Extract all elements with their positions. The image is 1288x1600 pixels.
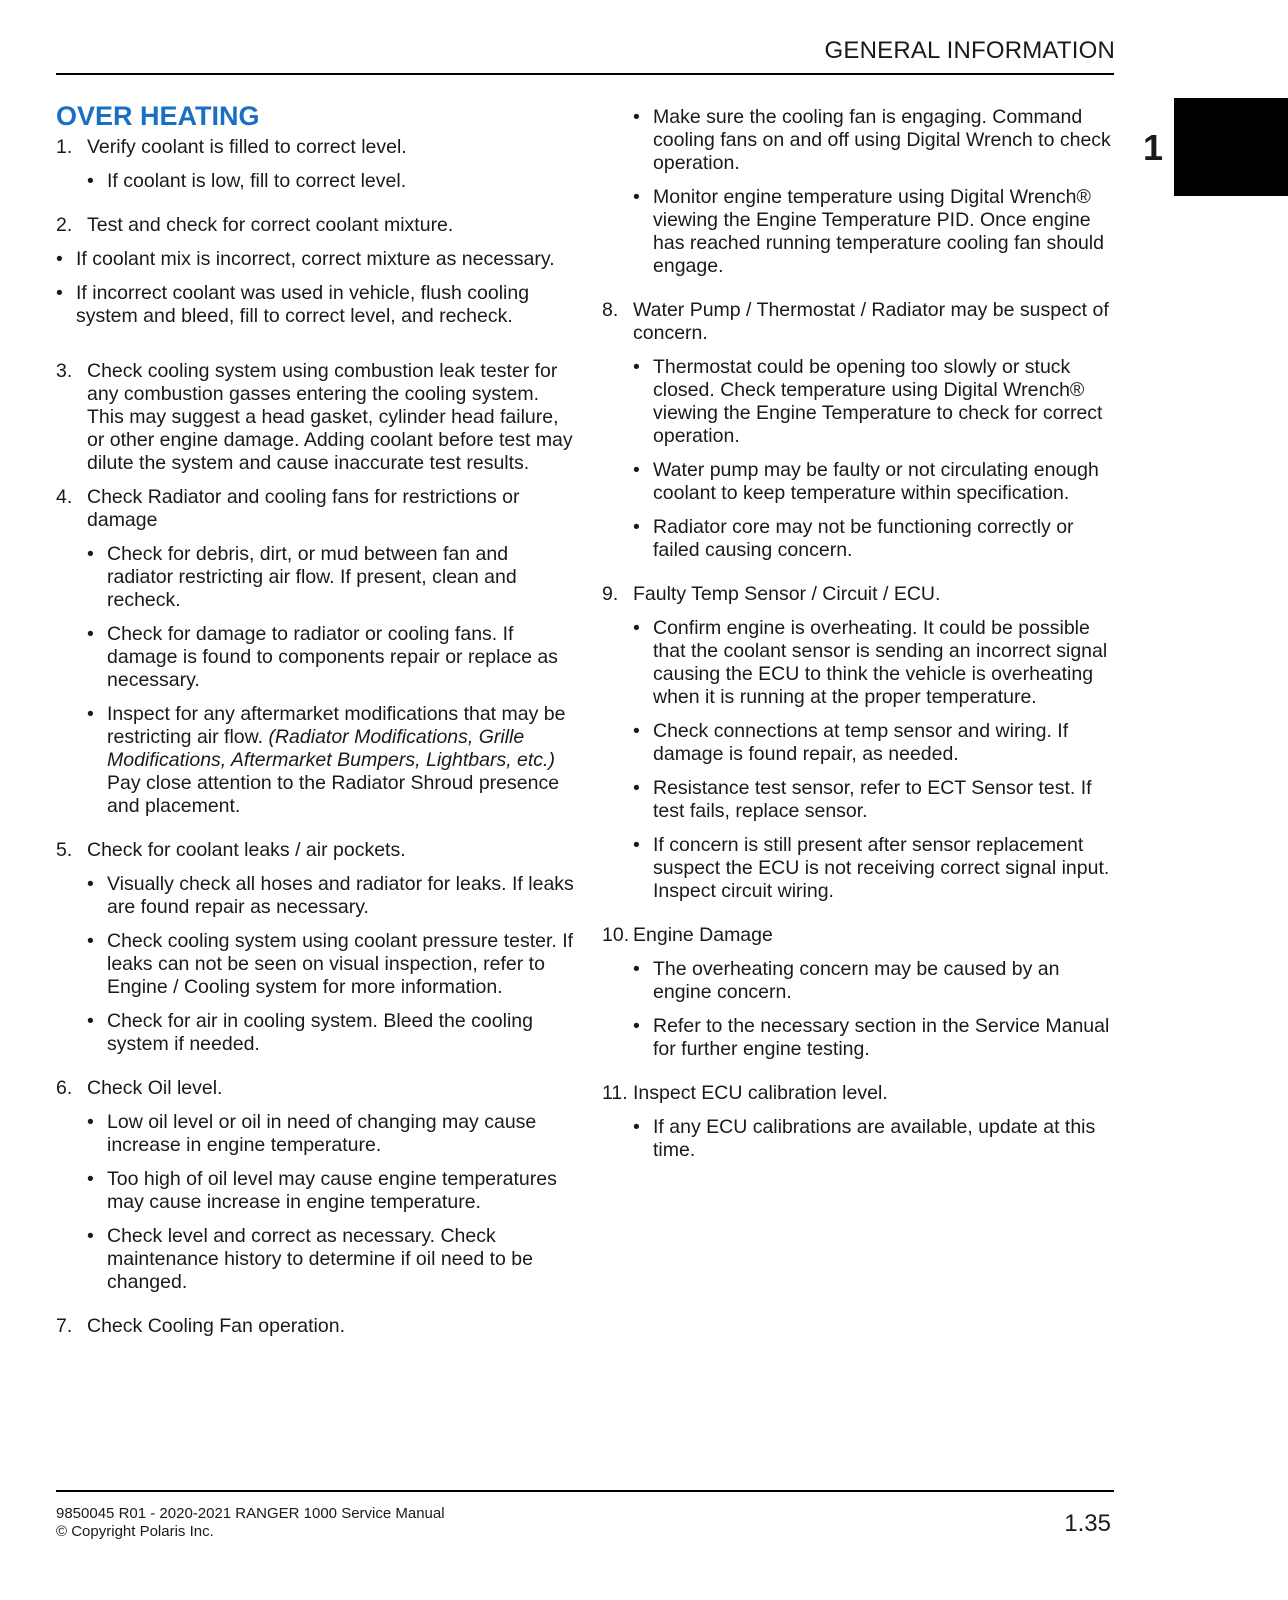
bullet-item: • Monitor engine temperature using Digital Wrench® viewing the Engine Temperature PID. Once engine has reached running temperature cooling fan should engage. <box>633 186 1122 278</box>
step-7 <box>56 1315 576 1338</box>
bullet-item: • Water pump may be faulty or not circulating enough coolant to keep temperature within specification. <box>633 459 1122 505</box>
bullet-item: • Resistance test sensor, refer to ECT Sensor test. If test fails, replace sensor. <box>633 777 1122 823</box>
footer-doc-title: 9850045 R01 - 2020-2021 RANGER 1000 Service Manual <box>56 1505 445 1522</box>
step-number: 7. <box>56 1315 73 1337</box>
step-1 <box>56 136 576 159</box>
right-column <box>602 106 1122 1173</box>
step-9 <box>602 583 1122 606</box>
step-5 <box>56 839 576 862</box>
step-number: 9. <box>602 583 619 605</box>
bullet-item: • If incorrect coolant was used in vehicle, flush cooling system and bleed, fill to correct level, and recheck. <box>56 282 576 328</box>
bullet-text-italic: (Radiator Modifications, Grille Modifications, Aftermarket Bumpers, Lightbars, etc.) <box>107 726 555 771</box>
step-text: Inspect ECU calibration level. <box>633 1082 888 1104</box>
bullet-item: • If any ECU calibrations are available, update at this time. <box>633 1116 1122 1162</box>
step-text: Water Pump / Thermostat / Radiator may be suspect of concern. <box>633 299 1109 344</box>
step-text: Faulty Temp Sensor / Circuit / ECU. <box>633 583 941 605</box>
chapter-number: 1 <box>1143 127 1164 168</box>
step-7-bullets <box>602 106 1122 278</box>
bullet-item: • Check cooling system using coolant pressure tester. If leaks can not be seen on visual inspection, refer to Engine / Cooling system for more information. <box>87 930 576 999</box>
bullet-item <box>87 703 576 818</box>
step-number: 2. <box>56 214 73 236</box>
step-number: 11. <box>602 1082 628 1104</box>
step-5-bullets <box>56 873 576 1056</box>
bullet-item: • If coolant is low, fill to correct level. <box>87 170 576 193</box>
bullet-item: • The overheating concern may be caused by an engine concern. <box>633 958 1122 1004</box>
step-8-bullets <box>602 356 1122 562</box>
step-text: Engine Damage <box>633 924 773 946</box>
step-number: 1. <box>56 136 73 158</box>
step-4 <box>56 486 576 532</box>
bullet-item: • Check for debris, dirt, or mud between fan and radiator restricting air flow. If present, clean and recheck. <box>87 543 576 612</box>
header-title: GENERAL INFORMATION <box>824 37 1115 64</box>
step-number: 3. <box>56 360 73 382</box>
header-rule <box>56 73 1114 75</box>
step-11 <box>602 1082 1122 1105</box>
step-number: 6. <box>56 1077 73 1099</box>
bullet-item: • Check for air in cooling system. Bleed the cooling system if needed. <box>87 1010 576 1056</box>
step-text: Check cooling system using combustion leak tester for any combustion gasses entering the cooling system. This may suggest a head gasket, cylinder head failure, or other engine damage. Adding coolant before test may dilute the system and cause inaccurate test results. <box>87 360 573 474</box>
step-text: Test and check for correct coolant mixture. <box>87 214 454 236</box>
bullet-item: • Make sure the cooling fan is engaging. Command cooling fans on and off using Digital Wrench to check operation. <box>633 106 1122 175</box>
section-title: OVER HEATING <box>56 101 260 131</box>
step-4-bullets <box>56 543 576 818</box>
step-text: Check Oil level. <box>87 1077 223 1099</box>
bullet-item: • Confirm engine is overheating. It could be possible that the coolant sensor is sending an incorrect signal causing the ECU to think the vehicle is overheating when it is running at the proper temperature. <box>633 617 1122 709</box>
left-column <box>56 100 576 1349</box>
bullet-item: • Visually check all hoses and radiator for leaks. If leaks are found repair as necessary. <box>87 873 576 919</box>
bullet-item: • Check level and correct as necessary. Check maintenance history to determine if oil need to be changed. <box>87 1225 576 1294</box>
step-3 <box>56 360 576 475</box>
step-number: 10. <box>602 924 630 946</box>
footer-info <box>56 1505 445 1541</box>
bullet-item: • Radiator core may not be functioning correctly or failed causing concern. <box>633 516 1122 562</box>
step-2 <box>56 214 576 237</box>
bullet-item: • If coolant mix is incorrect, correct mixture as necessary. <box>56 248 576 271</box>
bullet-item: • Low oil level or oil in need of changing may cause increase in engine temperature. <box>87 1111 576 1157</box>
step-text: Check for coolant leaks / air pockets. <box>87 839 406 861</box>
step-10-bullets <box>602 958 1122 1061</box>
step-9-bullets <box>602 617 1122 903</box>
step-text: Check Cooling Fan operation. <box>87 1315 345 1337</box>
bullet-item: • Check for damage to radiator or cooling fans. If damage is found to components repair or replace as necessary. <box>87 623 576 692</box>
chapter-tab <box>1174 98 1288 196</box>
bullet-item: • Thermostat could be opening too slowly or stuck closed. Check temperature using Digital Wrench® viewing the Engine Temperature to check for correct operation. <box>633 356 1122 448</box>
bullet-item: • Check connections at temp sensor and wiring. If damage is found repair, as needed. <box>633 720 1122 766</box>
step-text: Check Radiator and cooling fans for restrictions or damage <box>87 486 520 531</box>
bullet-item: • If concern is still present after sensor replacement suspect the ECU is not receiving correct signal input. Inspect circuit wiring. <box>633 834 1122 903</box>
step-6 <box>56 1077 576 1100</box>
step-number: 8. <box>602 299 619 321</box>
page-number: 1.35 <box>1064 1510 1111 1537</box>
step-number: 5. <box>56 839 73 861</box>
bullet-text: Inspect for any aftermarket modifications that may be restricting air flow. <box>107 703 566 748</box>
step-number: 4. <box>56 486 73 508</box>
bullet-text: Pay close attention to the Radiator Shroud presence and placement. <box>107 772 560 817</box>
step-text: Verify coolant is filled to correct level. <box>87 136 407 158</box>
step-8 <box>602 299 1122 345</box>
footer-copyright: © Copyright Polaris Inc. <box>56 1523 214 1540</box>
bullet-item: • Too high of oil level may cause engine temperatures may cause increase in engine temperature. <box>87 1168 576 1214</box>
step-10 <box>602 924 1122 947</box>
step-11-bullets <box>602 1116 1122 1162</box>
step-6-bullets <box>56 1111 576 1294</box>
step-1-bullets <box>56 170 576 193</box>
footer-rule <box>56 1490 1114 1492</box>
bullet-item: • Refer to the necessary section in the Service Manual for further engine testing. <box>633 1015 1122 1061</box>
